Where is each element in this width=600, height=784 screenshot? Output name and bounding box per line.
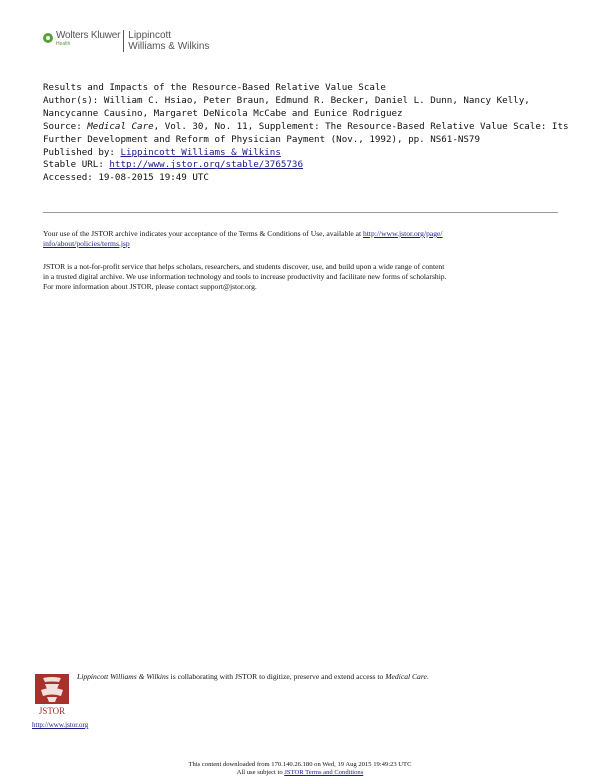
jstor-info-paragraph — [43, 262, 558, 291]
wolters-kluwer-logo-icon — [43, 33, 53, 43]
jstor-info-line-3: For more information about JSTOR, please contact support@jstor.org. — [43, 281, 257, 291]
source-line-2: Further Development and Reform of Physician Payment (Nov., 1992), pp. NS61-NS79 — [43, 133, 480, 145]
stable-url-label: Stable URL: — [43, 159, 110, 171]
publisher-logo — [43, 30, 209, 56]
collab-publisher: Lippincott Williams & Wilkins — [77, 672, 169, 681]
stable-url — [43, 159, 573, 172]
citation-block — [43, 82, 573, 185]
terms-paragraph — [43, 229, 558, 249]
wolters-kluwer-name: Wolters Kluwer — [56, 30, 121, 41]
stable-url-link[interactable]: http://www.jstor.org/stable/3765736 — [109, 159, 303, 171]
logo-divider — [123, 30, 124, 52]
authors-line-2: Nancycanne Causino, Margaret DeNicola McCabe and Eunice Rodriguez — [43, 107, 403, 119]
jstor-info-line-2: in a trusted digital archive. We use information technology and tools to increase productivity and facilitate new forms of scholarship. — [43, 271, 447, 281]
terms-notice — [0, 769, 600, 777]
jstor-logo-text: JSTOR — [38, 706, 66, 716]
lippincott-name: Lippincott — [128, 30, 172, 41]
source-journal: Medical Care — [87, 120, 154, 132]
source-line-1 — [43, 121, 573, 134]
authors-line-1: Author(s): William C. Hsiao, Peter Braun, Edmund R. Becker, Daniel L. Dunn, Nancy Kelly, — [43, 94, 530, 106]
collab-end: . — [426, 672, 429, 681]
jstor-info-line-1: JSTOR is a not-for-profit service that helps scholars, researchers, and students discover, use, and build upon a wide range of content — [43, 262, 445, 271]
publisher-link[interactable]: Lippincott Williams & Wilkins — [120, 146, 281, 158]
terms-text: Your use of the JSTOR archive indicates your acceptance of the Terms & Conditions of Use, available at — [43, 229, 364, 238]
collab-text: is collaborating with JSTOR to digitize, preserve and extend access to — [168, 672, 386, 681]
terms-notice-text: All use subject to — [236, 769, 285, 776]
jstor-home-link[interactable]: http://www.jstor.org — [32, 721, 89, 729]
horizontal-divider — [43, 212, 558, 213]
lippincott-wordmark — [128, 30, 209, 52]
collab-journal: Medical Care — [385, 672, 427, 681]
download-notice: This content downloaded from 170.140.26.180 on Wed, 19 Aug 2015 19:49:23 UTC — [188, 761, 412, 768]
terms-line-2 — [43, 239, 558, 249]
wolters-kluwer-health: Health — [56, 41, 71, 47]
jstor-logo-icon — [33, 672, 71, 716]
williams-wilkins-name: Williams & Wilkins — [128, 41, 210, 52]
wolters-kluwer-wordmark — [56, 30, 120, 47]
collaboration-statement — [77, 672, 429, 681]
article-title: Results and Impacts of the Resource-Based Relative Value Scale — [43, 82, 386, 93]
source-details: , Vol. 30, No. 11, Supplement: The Resource-Based Relative Value Scale: Its — [153, 120, 569, 132]
published-label: Published by: — [43, 146, 121, 158]
source-label: Source: — [43, 120, 88, 132]
terms-link-part1[interactable]: http://www.jstor.org/page/ — [363, 229, 443, 238]
terms-line-1 — [43, 229, 558, 239]
jstor-terms-link[interactable]: JSTOR Terms and Conditions — [284, 769, 364, 776]
terms-link-part2[interactable]: info/about/policies/terms.jsp — [43, 238, 130, 248]
accessed-date: Accessed: 19-08-2015 19:49 UTC — [43, 172, 209, 184]
published-by — [43, 147, 573, 160]
